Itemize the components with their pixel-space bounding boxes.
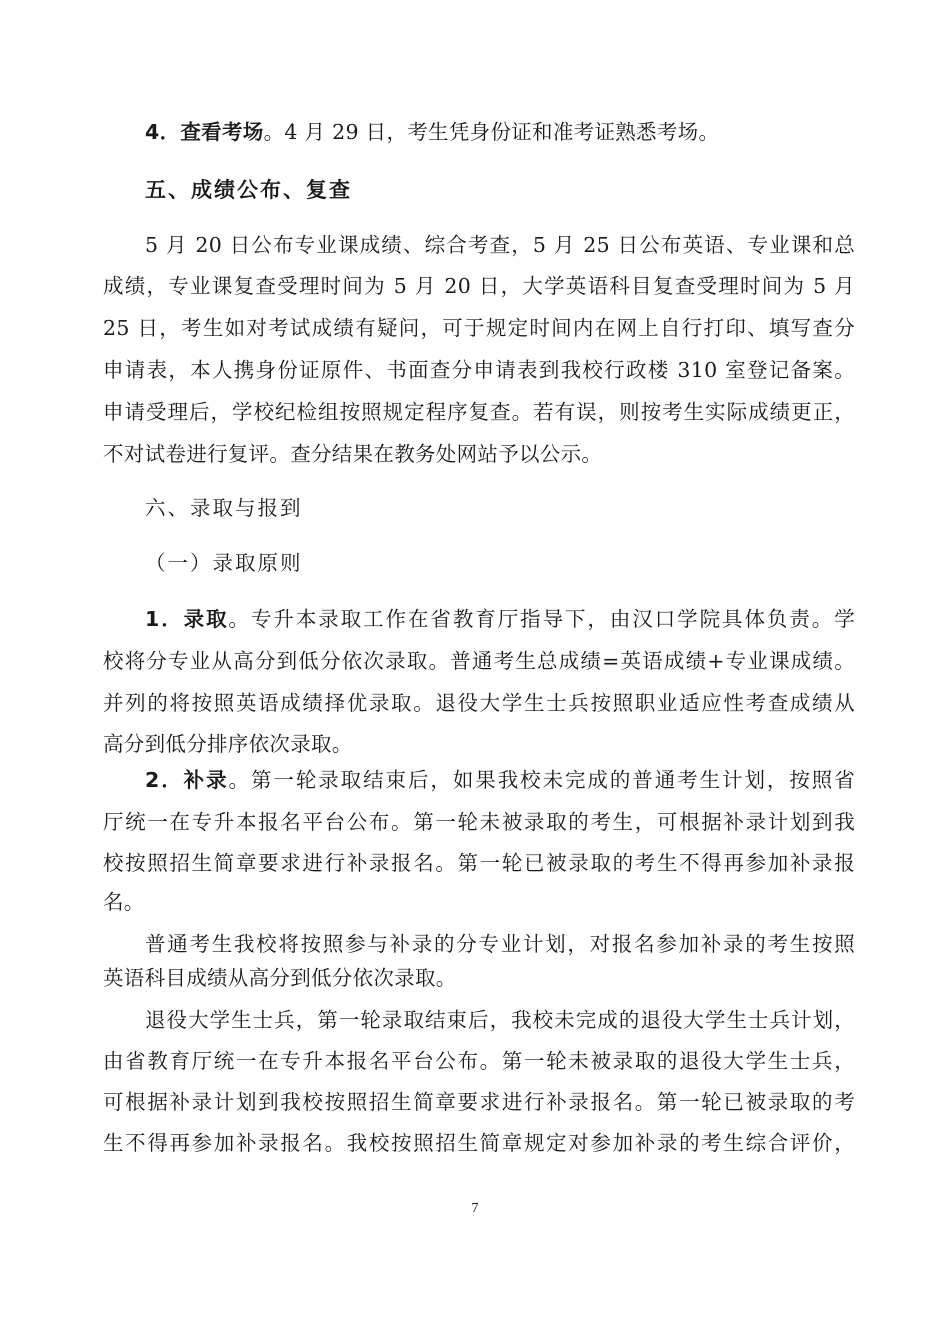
paragraph-b-line: 由省教育厅统一在专升本报名平台公布。第一轮未被录取的退役大学生士兵， — [103, 1049, 855, 1073]
item-1-first-line — [145, 605, 855, 633]
page-number: 7 — [471, 1201, 479, 1216]
subsection-1-heading: （一）录取原则 — [145, 551, 303, 575]
section-6-heading: 六、录取与报到 — [145, 496, 303, 520]
item-2-line: 校按照招生简章要求进行补录报名。第一轮已被录取的考生不得再参加补录报 — [103, 851, 855, 875]
item-4-line — [145, 118, 855, 146]
item-4-number: 4． — [145, 120, 181, 144]
paragraph-b-line: 生不得再参加补录报名。我校按照招生简章规定对参加补录的考生综合评价， — [103, 1131, 855, 1155]
section-5-heading: 五、成绩公布、复查 — [145, 178, 352, 202]
item-1-line: 并列的将按照英语成绩择优录取。退役大学生士兵按照职业适应性考查成绩从 — [103, 691, 855, 715]
item-2-text: 。第一轮录取结束后，如果我校未完成的普通考生计划，按照省 — [228, 768, 855, 792]
item-2-line: 名。 — [103, 890, 145, 914]
section-5-line: 申请表，本人携身份证原件、书面查分申请表到我校行政楼 310 室登记备案。 — [103, 358, 855, 382]
section-5-line: 25 日，考生如对考试成绩有疑问，可于规定时间内在网上自行打印、填写查分 — [103, 316, 855, 340]
item-1-title: 录取 — [183, 607, 229, 631]
section-5-line: 申请受理后，学校纪检组按照规定程序复查。若有误，则按考生实际成绩更正， — [103, 400, 855, 424]
item-1-line: 校将分专业从高分到低分依次录取。普通考生总成绩=英语成绩+专业课成绩。 — [103, 649, 855, 673]
section-5-line: 成绩，专业课复查受理时间为 5 月 20 日，大学英语科目复查受理时间为 5 月 — [103, 274, 855, 298]
item-2-first-line — [145, 766, 855, 794]
item-1-number: 1． — [145, 607, 184, 631]
item-2-line: 厅统一在专升本报名平台公布。第一轮未被录取的考生，可根据补录计划到我 — [103, 810, 855, 834]
section-5-line: 不对试卷进行复评。查分结果在教务处网站予以公示。 — [103, 442, 603, 466]
paragraph-a-line: 普通考生我校将按照参与补录的分专业计划，对报名参加补录的考生按照 — [145, 932, 855, 956]
paragraph-a-line: 英语科目成绩从高分到低分依次录取。 — [103, 966, 457, 990]
item-2-number: 2． — [145, 768, 184, 792]
item-1-text: 。专升本录取工作在省教育厅指导下，由汉口学院具体负责。学 — [228, 607, 855, 631]
item-1-line: 高分到低分排序依次录取。 — [103, 732, 353, 756]
section-5-line: 5 月 20 日公布专业课成绩、综合考查，5 月 25 日公布英语、专业课和总 — [145, 233, 855, 257]
item-4-title: 查看考场 — [180, 120, 264, 144]
item-2-title: 补录 — [183, 768, 229, 792]
paragraph-b-line: 退役大学生士兵，第一轮录取结束后，我校未完成的退役大学生士兵计划， — [145, 1008, 855, 1032]
paragraph-b-line: 可根据补录计划到我校按照招生简章要求进行补录报名。第一轮已被录取的考 — [103, 1090, 855, 1114]
item-4-text: 。4 月 29 日，考生凭身份证和准考证熟悉考场。 — [263, 120, 720, 144]
